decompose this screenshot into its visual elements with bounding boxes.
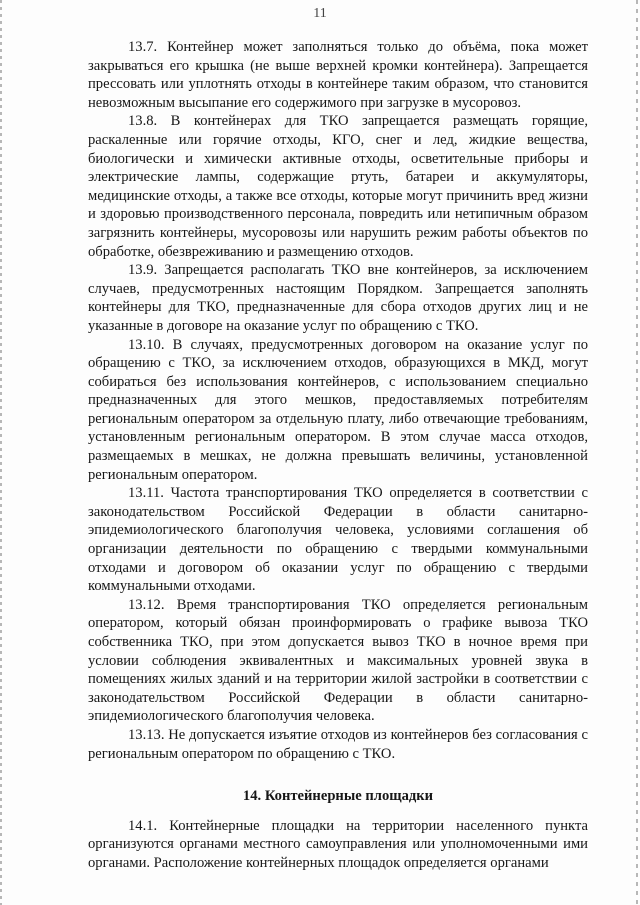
paragraph-13-9: 13.9. Запрещается располагать ТКО вне контейнеров, за исключением случаев, предусмотренных настоящим Порядком. Запрещается заполнять контейнеры для ТКО, предназначенные для сбора отходов других лиц и не указанные в договоре на оказание услуг по обращению с ТКО.: [88, 262, 588, 334]
scan-edge-left: [0, 0, 2, 905]
scan-edge-right: [636, 0, 638, 905]
section-heading: 14. Контейнерные площадки: [242, 788, 434, 805]
page-number: 11: [313, 6, 327, 21]
paragraph-13-13: 13.13. Не допускается изъятие отходов из контейнеров без согласования с региональным оператором по обращению с ТКО.: [88, 726, 588, 762]
paragraph-14-1: 14.1. Контейнерные площадки на территории населенного пункта организуются органами местного самоуправления или уполномоченными ими органами. Расположение контейнерных площадок определяется органами: [88, 817, 588, 871]
paragraph-13-11: 13.11. Частота транспортирования ТКО определяется в соответствии с законодательством Российской Федерации в области санитарно-эпидемиологического благополучия человека, условиями соглашения об организации деятельности по обращению с твердыми коммунальными отходами и договором об оказании услуг по обращению с твердыми коммунальными отходами.: [88, 485, 588, 595]
paragraph-13-7: 13.7. Контейнер может заполняться только до объёма, пока может закрываться его крышка (не выше верхней кромки контейнера). Запрещается прессовать или уплотнять отходы в контейнере таким образом, что становится невозможным высыпание его содержимого при загрузке в мусоровоз.: [88, 39, 588, 111]
document-body: [88, 38, 588, 873]
paragraph-13-10: 13.10. В случаях, предусмотренных договором на оказание услуг по обращению с ТКО, за исключением отходов, образующихся в МКД, могут собираться без использования контейнеров, с использованием специально предназначенных для этого мешков, предоставляемых потребителям региональным оператором за отдельную плату, либо отвечающие требованиям, установленным региональным оператором. В этом случае масса отходов, размещаемых в мешках, не должна превышать величины, установленной региональным оператором.: [88, 336, 588, 483]
paragraph-13-8: 13.8. В контейнерах для ТКО запрещается размещать горящие, раскаленные или горячие отходы, КГО, снег и лед, жидкие вещества, биологически и химически активные отходы, осветительные приборы и электрические лампы, содержащие ртуть, батареи и аккумуляторы, медицинские отходы, а также все отходы, которые могут причинить вред жизни и здоровью производственного персонала, повредить или нетипичным образом загрязнить контейнеры, мусоровозы или нарушить режим работы объектов по обработке, обезвреживанию и размещению отходов.: [88, 113, 588, 260]
paragraph-13-12: 13.12. Время транспортирования ТКО определяется региональным оператором, который обязан проинформировать о графике вывоза ТКО собственника ТКО, при этом допускается вывоз ТКО в ночное время при условии соблюдения эквивалентных и максимальных уровней звука в помещениях жилых зданий и на территории жилой застройки в соответствии с законодательством Российской Федерации в области санитарно-эпидемиологического благополучия человека.: [88, 596, 588, 725]
